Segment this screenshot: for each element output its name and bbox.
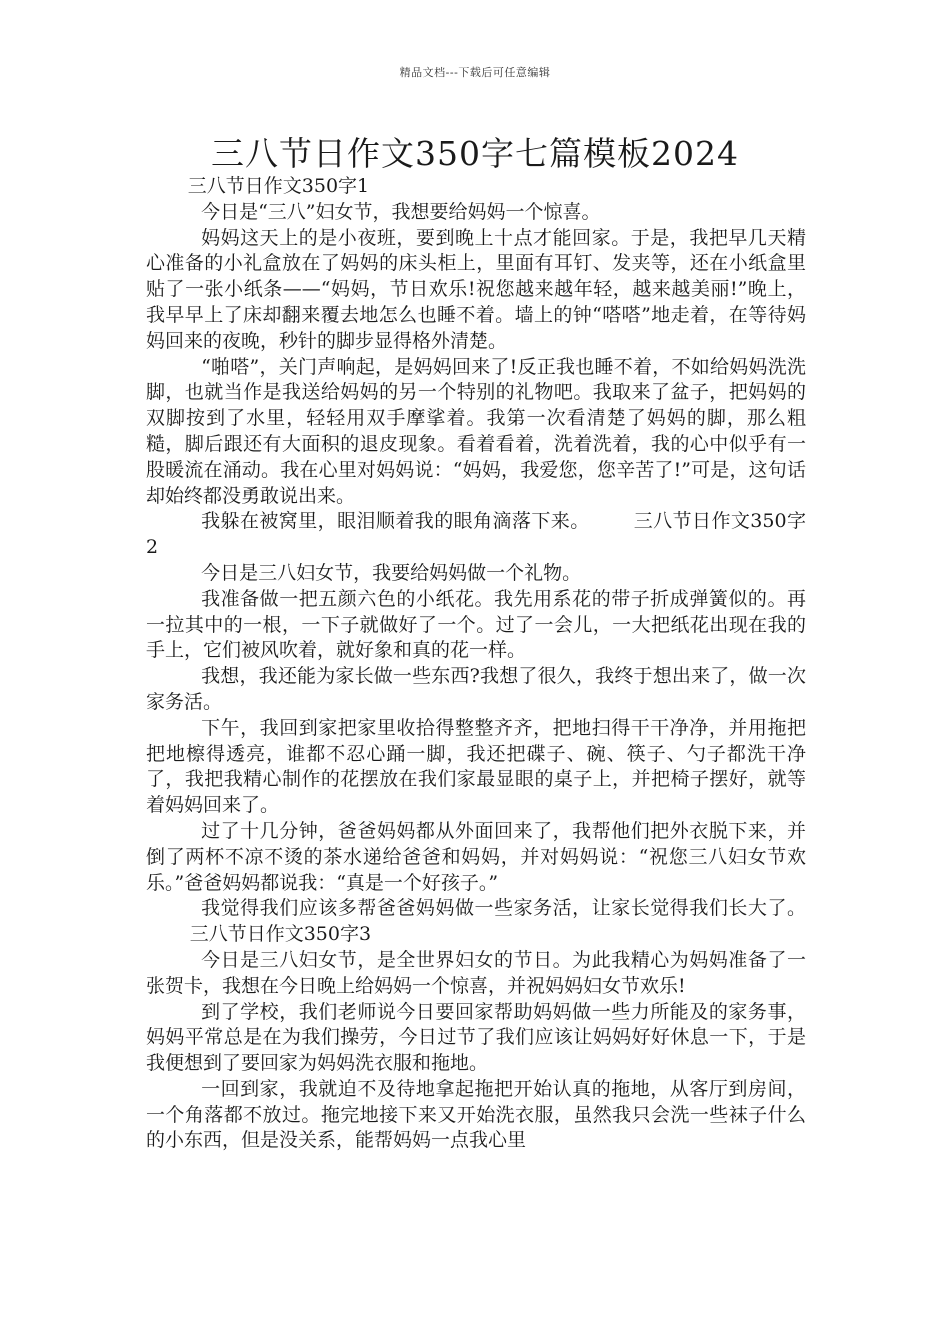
header-note: 精品文档---下载后可任意编辑 bbox=[399, 66, 551, 79]
paragraph: 到了学校，我们老师说今日要回家帮助妈妈做一些力所能及的家务事，妈妈平常总是在为我们操劳，今日过节了我们应该让妈妈好好休息一下，于是我便想到了要回家为妈妈洗衣服和拖地。 bbox=[146, 1000, 806, 1075]
paragraph: 妈妈这天上的是小夜班，要到晚上十点才能回家。于是，我把早几天精心准备的小礼盒放在了妈妈的床头柜上，里面有耳钉、发夹等，还在小纸盒里贴了一张小纸条——“妈妈，节日欢乐!祝您越来越年轻，越来越美丽!”晚上，我早早上了床却翻来覆去地怎么也睡不着。墙上的钟“嗒嗒”地走着，在等待妈妈回来的夜晚，秒针的脚步显得格外清楚。 bbox=[146, 226, 806, 352]
section-heading-2: 三八节日作文350字2 bbox=[146, 510, 806, 559]
paragraph: 今日是“三八”妇女节，我想要给妈妈一个惊喜。 bbox=[201, 200, 601, 223]
paragraph-text: 我觉得我们应该多帮爸爸妈妈做一些家务活，让家长觉得我们长大了。 bbox=[201, 897, 806, 920]
paragraph-text: 我躲在被窝里，眼泪顺着我的眼角滴落下来。 bbox=[201, 510, 590, 533]
document-title: 三八节日作文350字七篇模板2024 bbox=[211, 134, 739, 173]
document-body bbox=[146, 174, 806, 1154]
paragraph: 我想，我还能为家长做一些东西?我想了很久，我终于想出来了，做一次家务活。 bbox=[146, 665, 806, 713]
section-heading-1: 三八节日作文350字1 bbox=[187, 175, 370, 197]
paragraph: 过了十几分钟，爸爸妈妈都从外面回来了，我帮他们把外衣脱下来，并倒了两杯不凉不烫的茶水递给爸爸和妈妈，并对妈妈说：“祝您三八妇女节欢乐。”爸爸妈妈都说我：“真是一个好孩子。” bbox=[146, 819, 806, 894]
paragraph: 我准备做一把五颜六色的小纸花。我先用系花的带子折成弹簧似的。再一拉其中的一根，一下子就做好了一个。过了一会儿，一大把纸花出现在我的手上，它们被风吹着，就好象和真的花一样。 bbox=[146, 587, 806, 662]
section-heading-3: 三八节日作文350字3 bbox=[189, 923, 372, 946]
paragraph bbox=[146, 896, 806, 948]
paragraph: “啪嗒”，关门声响起，是妈妈回来了!反正我也睡不着，不如给妈妈洗洗脚，也就当作是我送给妈妈的另一个特别的礼物吧。我取来了盆子，把妈妈的双脚按到了水里，轻轻用双手摩挲着。我第一次看清楚了妈妈的脚，那么粗糙，脚后跟还有大面积的退皮现象。看着看着，洗着洗着，我的心中似乎有一股暖流在涌动。我在心里对妈妈说：“妈妈，我爱您，您辛苦了!”可是，这句话却始终都没勇敢说出来。 bbox=[146, 355, 806, 507]
paragraph: 一回到家，我就迫不及待地拿起拖把开始认真的拖地，从客厅到房间，一个角落都不放过。拖完地接下来又开始洗衣服，虽然我只会洗一些袜子什么的小东西，但是没关系，能帮妈妈一点我心里 bbox=[146, 1077, 806, 1152]
paragraph: 今日是三八妇女节，是全世界妇女的节日。为此我精心为妈妈准备了一张贺卡，我想在今日晚上给妈妈一个惊喜，并祝妈妈妇女节欢乐! bbox=[146, 948, 806, 997]
paragraph: 今日是三八妇女节，我要给妈妈做一个礼物。 bbox=[201, 561, 582, 584]
paragraph: 下午，我回到家把家里收拾得整整齐齐，把地扫得干干净净，并用拖把把地檫得透亮，谁都不忍心踊一脚，我还把碟子、碗、筷子、勺子都洗干净了，我把我精心制作的花摆放在我们家最显眼的桌子上，并把椅子摆好，就等着妈妈回来了。 bbox=[146, 716, 806, 817]
paragraph bbox=[146, 509, 806, 561]
